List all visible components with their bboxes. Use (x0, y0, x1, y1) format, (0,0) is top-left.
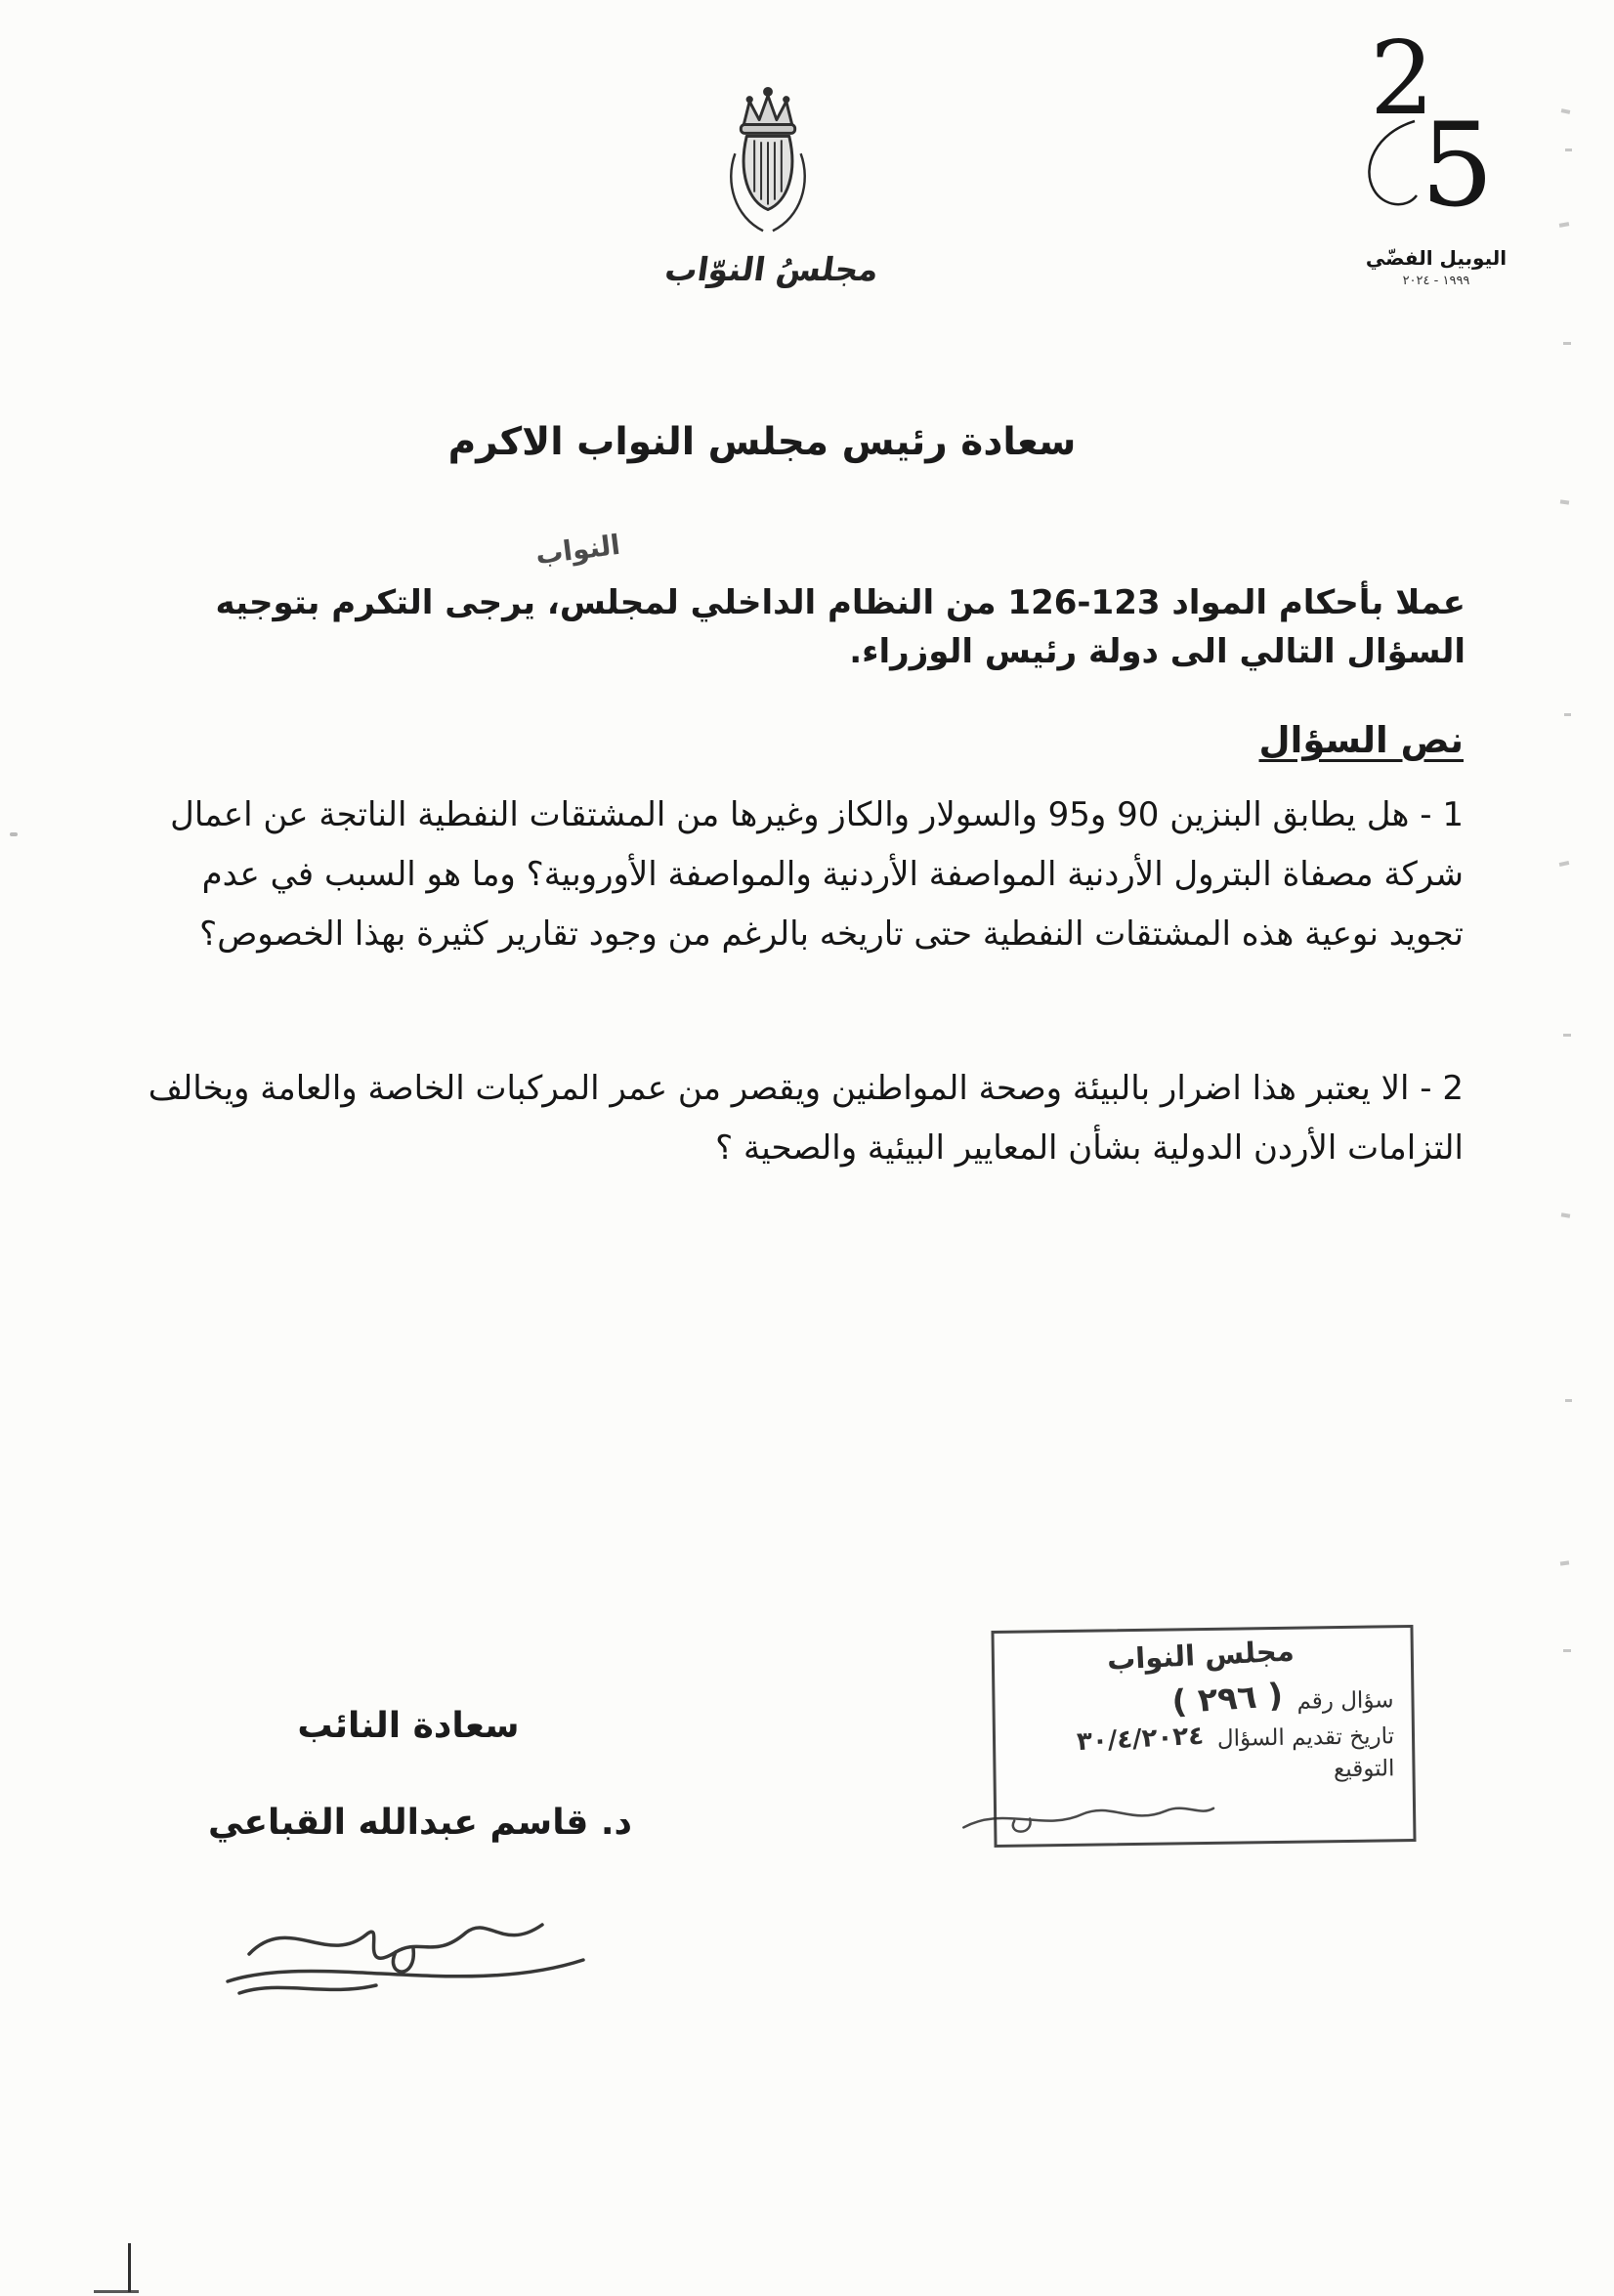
scan-artifact (1564, 713, 1571, 716)
jubilee-25-numeral (1348, 19, 1524, 244)
jubilee-digit-5: 5 (1421, 98, 1495, 233)
stamp-signature-row (1009, 1756, 1394, 1786)
stamp-date-label: تاريخ تقديم السؤال (1216, 1723, 1395, 1752)
scan-artifact (1561, 108, 1571, 114)
scan-artifact (1561, 1212, 1571, 1218)
crown-crest-icon (692, 84, 844, 248)
scan-artifact (1563, 342, 1571, 345)
scan-artifact (10, 832, 18, 836)
scan-artifact (1563, 1649, 1571, 1652)
stamp-signature-label: التوقيع (1333, 1756, 1395, 1783)
stamp-question-number-row (1008, 1677, 1394, 1720)
question-2: 2 - الا يعتبر هذا اضرار بالبيئة وصحة المواطنين ويقصر من عمر المركبات الخاصة والعامة ويخالف التزامات الأردن الدولية بشأن المعايير البيئية والصحية ؟ (148, 1069, 1464, 1169)
stamp-date-value: ٣٠/٤/٢٠٢٤ (1076, 1721, 1205, 1758)
scan-artifact (1559, 861, 1570, 867)
scan-artifact (1563, 1034, 1571, 1037)
signatory-salutation: سعادة النائب (297, 1706, 520, 1746)
parliament-name-calligraphy: مجلسُ النوّاب (662, 250, 881, 288)
scan-artifact (1560, 499, 1569, 504)
member-signature (210, 1884, 601, 2016)
letter-title: سعادة رئيس مجلس النواب الاكرم (447, 420, 1077, 464)
scan-corner-mark (94, 2290, 139, 2293)
handwritten-insertion: النواب (533, 528, 622, 572)
question-heading: نص السؤال (1258, 719, 1464, 761)
scan-artifact (1565, 1399, 1572, 1402)
jubilee-label: اليوبيل الفضّي (1365, 246, 1508, 270)
registry-stamp (991, 1625, 1416, 1848)
stamp-signature-icon (956, 1795, 1220, 1844)
signature-scribble-icon (210, 1884, 601, 2016)
intro-paragraph: عملا بأحكام المواد 123-126 من النظام الداخلي لمجلس، يرجى التكرم بتوجيه السؤال التالي الى دولة رئيس الوزراء. (215, 583, 1465, 672)
royal-crest-emblem (692, 84, 844, 248)
signatory-name: د. قاسم عبدالله القباعي (208, 1803, 632, 1843)
stamp-signature-scribble (956, 1795, 1220, 1844)
stamp-question-number-label: سؤال رقم (1296, 1687, 1394, 1715)
silver-jubilee-logo (1348, 19, 1524, 320)
scan-artifact (1565, 149, 1572, 151)
jubilee-years: ١٩٩٩ - ٢٠٢٤ (1402, 274, 1470, 288)
scan-artifact (1560, 1560, 1569, 1565)
question-1: 1 - هل يطابق البنزين 90 و95 والسولار والكاز وغيرها من المشتقات النفطية الناتجة عن اعمال شركة مصفاة البترول الأردنية المواصفة الأردنية والمواصفة الأوروبية؟ وما هو السبب في عدم تجويد نوعية هذه المشتقات النفطية حتى تاريخه بالرغم من وجود تقارير كثيرة بهذا الخصوص؟ (170, 795, 1464, 955)
scan-artifact (1559, 222, 1570, 228)
scan-corner-mark (128, 2243, 131, 2292)
jubilee-digit-2: 2 (1370, 19, 1435, 138)
stamp-question-number-value: ( ٢٩٦ ) (1170, 1675, 1285, 1722)
stamp-date-row (1009, 1721, 1395, 1758)
jubilee-swash-icon (1356, 113, 1424, 221)
stamp-org-name: مجلس النواب (1106, 1634, 1295, 1677)
